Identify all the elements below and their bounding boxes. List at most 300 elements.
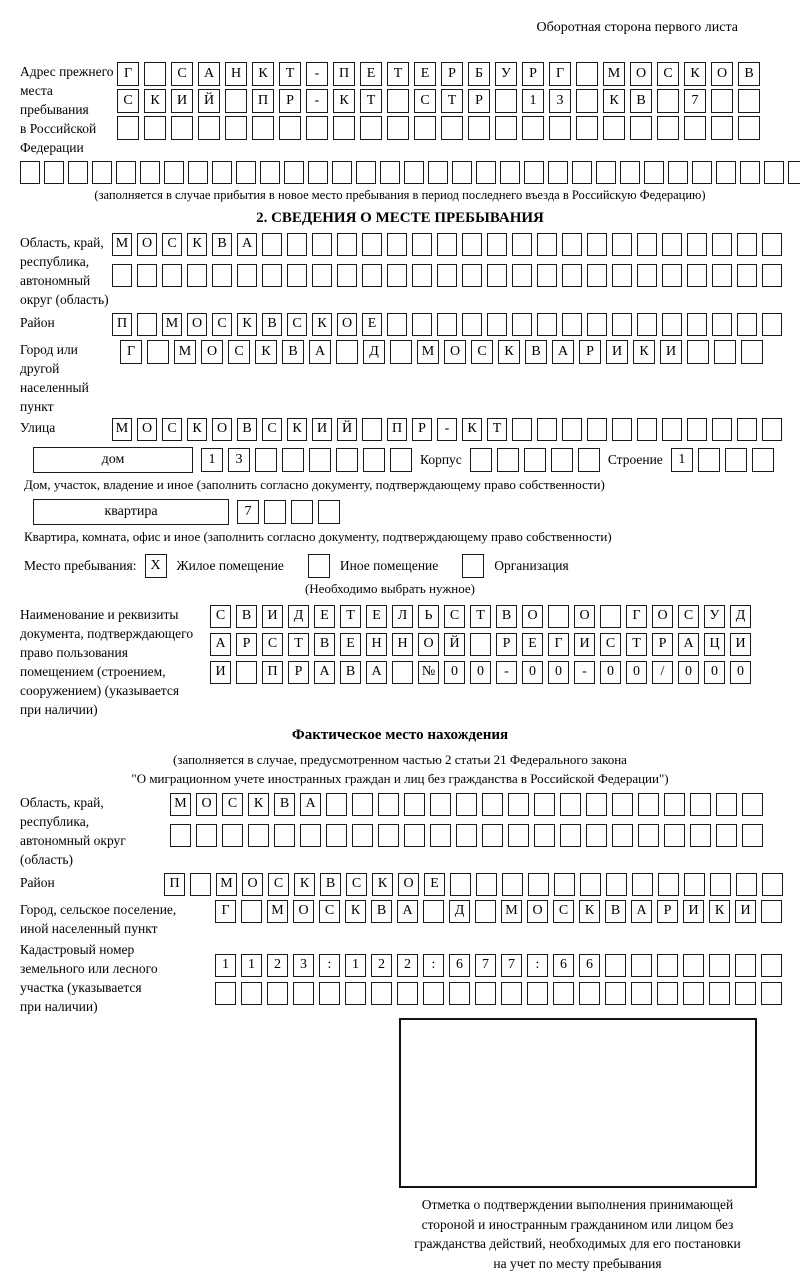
char-box[interactable] bbox=[287, 233, 307, 256]
char-box[interactable]: Н bbox=[366, 633, 387, 656]
char-box[interactable]: А bbox=[237, 233, 257, 256]
char-box[interactable]: Р bbox=[496, 633, 517, 656]
char-box[interactable] bbox=[497, 448, 519, 472]
char-box[interactable] bbox=[387, 116, 409, 140]
char-box[interactable] bbox=[690, 793, 711, 816]
char-box[interactable]: Н bbox=[225, 62, 247, 86]
char-box[interactable] bbox=[333, 116, 355, 140]
char-box[interactable] bbox=[762, 418, 782, 441]
char-box[interactable] bbox=[762, 313, 782, 336]
char-box[interactable] bbox=[225, 116, 247, 140]
char-box[interactable]: С bbox=[162, 233, 182, 256]
char-box[interactable] bbox=[319, 982, 340, 1005]
char-box[interactable] bbox=[20, 161, 40, 184]
char-box[interactable]: М bbox=[603, 62, 625, 86]
char-box[interactable] bbox=[430, 793, 451, 816]
char-box[interactable] bbox=[512, 418, 532, 441]
dom-type-box[interactable]: дом bbox=[33, 447, 193, 473]
char-box[interactable] bbox=[462, 313, 482, 336]
char-box[interactable]: Е bbox=[424, 873, 445, 896]
char-box[interactable]: М bbox=[267, 900, 288, 923]
char-box[interactable] bbox=[274, 824, 295, 847]
char-box[interactable]: Л bbox=[392, 605, 413, 628]
char-box[interactable]: О bbox=[630, 62, 652, 86]
char-box[interactable]: С bbox=[600, 633, 621, 656]
char-box[interactable]: В bbox=[371, 900, 392, 923]
char-box[interactable] bbox=[362, 418, 382, 441]
char-box[interactable]: Р bbox=[657, 900, 678, 923]
char-box[interactable] bbox=[562, 418, 582, 441]
char-box[interactable]: Й bbox=[444, 633, 465, 656]
char-box[interactable]: 7 bbox=[237, 500, 259, 524]
char-box[interactable] bbox=[630, 116, 652, 140]
char-box[interactable] bbox=[740, 161, 760, 184]
char-box[interactable] bbox=[437, 264, 457, 287]
char-box[interactable] bbox=[537, 233, 557, 256]
char-box[interactable] bbox=[252, 116, 274, 140]
char-box[interactable] bbox=[293, 982, 314, 1005]
char-box[interactable]: И bbox=[660, 340, 682, 364]
char-box[interactable] bbox=[714, 340, 736, 364]
char-box[interactable]: 6 bbox=[449, 954, 470, 977]
checkbox-zhiloe-pomeshchenie[interactable]: X bbox=[145, 554, 167, 578]
char-box[interactable]: С bbox=[228, 340, 250, 364]
char-box[interactable]: П bbox=[333, 62, 355, 86]
char-box[interactable]: 6 bbox=[579, 954, 600, 977]
char-box[interactable] bbox=[441, 116, 463, 140]
char-box[interactable] bbox=[587, 233, 607, 256]
char-box[interactable] bbox=[508, 824, 529, 847]
char-box[interactable] bbox=[326, 824, 347, 847]
char-box[interactable]: А bbox=[678, 633, 699, 656]
char-box[interactable] bbox=[631, 982, 652, 1005]
char-box[interactable] bbox=[612, 264, 632, 287]
char-box[interactable]: О bbox=[137, 418, 157, 441]
char-box[interactable] bbox=[580, 873, 601, 896]
char-box[interactable]: 0 bbox=[704, 661, 725, 684]
char-box[interactable] bbox=[404, 824, 425, 847]
char-box[interactable]: К bbox=[709, 900, 730, 923]
char-box[interactable] bbox=[537, 313, 557, 336]
char-box[interactable] bbox=[318, 500, 340, 524]
char-box[interactable] bbox=[495, 89, 517, 113]
char-box[interactable]: - bbox=[306, 62, 328, 86]
char-box[interactable] bbox=[362, 264, 382, 287]
char-box[interactable]: Т bbox=[626, 633, 647, 656]
char-box[interactable]: В bbox=[496, 605, 517, 628]
char-box[interactable] bbox=[162, 264, 182, 287]
char-box[interactable]: - bbox=[574, 661, 595, 684]
char-box[interactable]: А bbox=[198, 62, 220, 86]
char-box[interactable] bbox=[287, 264, 307, 287]
char-box[interactable]: О bbox=[574, 605, 595, 628]
char-box[interactable] bbox=[684, 873, 705, 896]
char-box[interactable] bbox=[716, 793, 737, 816]
char-box[interactable] bbox=[378, 793, 399, 816]
char-box[interactable]: К bbox=[345, 900, 366, 923]
char-box[interactable] bbox=[736, 873, 757, 896]
char-box[interactable] bbox=[437, 233, 457, 256]
char-box[interactable]: С bbox=[414, 89, 436, 113]
char-box[interactable] bbox=[687, 418, 707, 441]
char-box[interactable]: К bbox=[462, 418, 482, 441]
char-box[interactable] bbox=[196, 824, 217, 847]
char-box[interactable]: О bbox=[398, 873, 419, 896]
char-box[interactable] bbox=[371, 982, 392, 1005]
char-box[interactable]: Р bbox=[412, 418, 432, 441]
char-box[interactable]: К bbox=[237, 313, 257, 336]
char-box[interactable]: П bbox=[387, 418, 407, 441]
char-box[interactable]: К bbox=[498, 340, 520, 364]
char-box[interactable]: Н bbox=[392, 633, 413, 656]
char-box[interactable] bbox=[562, 264, 582, 287]
char-box[interactable] bbox=[412, 233, 432, 256]
char-box[interactable]: О bbox=[711, 62, 733, 86]
char-box[interactable] bbox=[140, 161, 160, 184]
char-box[interactable]: С bbox=[444, 605, 465, 628]
char-box[interactable]: Р bbox=[468, 89, 490, 113]
char-box[interactable]: О bbox=[242, 873, 263, 896]
char-box[interactable]: Г bbox=[549, 62, 571, 86]
char-box[interactable]: 0 bbox=[626, 661, 647, 684]
char-box[interactable]: 2 bbox=[371, 954, 392, 977]
char-box[interactable] bbox=[236, 161, 256, 184]
char-box[interactable]: В bbox=[236, 605, 257, 628]
char-box[interactable] bbox=[572, 161, 592, 184]
char-box[interactable] bbox=[662, 264, 682, 287]
char-box[interactable] bbox=[44, 161, 64, 184]
char-box[interactable] bbox=[576, 62, 598, 86]
char-box[interactable] bbox=[716, 824, 737, 847]
char-box[interactable]: / bbox=[652, 661, 673, 684]
char-box[interactable]: Е bbox=[366, 605, 387, 628]
char-box[interactable] bbox=[764, 161, 784, 184]
char-box[interactable] bbox=[742, 793, 763, 816]
char-box[interactable]: К bbox=[287, 418, 307, 441]
char-box[interactable]: С bbox=[471, 340, 493, 364]
char-box[interactable] bbox=[212, 264, 232, 287]
char-box[interactable] bbox=[312, 264, 332, 287]
char-box[interactable] bbox=[337, 233, 357, 256]
char-box[interactable] bbox=[788, 161, 800, 184]
char-box[interactable]: С bbox=[117, 89, 139, 113]
char-box[interactable] bbox=[761, 954, 782, 977]
char-box[interactable] bbox=[428, 161, 448, 184]
char-box[interactable] bbox=[637, 233, 657, 256]
char-box[interactable] bbox=[687, 340, 709, 364]
char-box[interactable] bbox=[657, 954, 678, 977]
char-box[interactable] bbox=[554, 873, 575, 896]
char-box[interactable]: С bbox=[678, 605, 699, 628]
char-box[interactable]: В bbox=[237, 418, 257, 441]
char-box[interactable]: Д bbox=[363, 340, 385, 364]
char-box[interactable]: : bbox=[423, 954, 444, 977]
char-box[interactable] bbox=[711, 89, 733, 113]
char-box[interactable] bbox=[237, 264, 257, 287]
char-box[interactable] bbox=[737, 233, 757, 256]
char-box[interactable] bbox=[475, 900, 496, 923]
char-box[interactable]: М bbox=[417, 340, 439, 364]
char-box[interactable] bbox=[712, 264, 732, 287]
char-box[interactable] bbox=[508, 793, 529, 816]
char-box[interactable]: К bbox=[187, 418, 207, 441]
char-box[interactable]: - bbox=[437, 418, 457, 441]
char-box[interactable] bbox=[612, 313, 632, 336]
char-box[interactable]: С bbox=[346, 873, 367, 896]
char-box[interactable]: 6 bbox=[553, 954, 574, 977]
char-box[interactable] bbox=[605, 954, 626, 977]
char-box[interactable]: С bbox=[262, 418, 282, 441]
char-box[interactable] bbox=[137, 313, 157, 336]
char-box[interactable] bbox=[524, 448, 546, 472]
char-box[interactable]: К bbox=[579, 900, 600, 923]
char-box[interactable] bbox=[456, 824, 477, 847]
char-box[interactable]: О bbox=[137, 233, 157, 256]
kvartira-type-box[interactable]: квартира bbox=[33, 499, 229, 525]
char-box[interactable]: С bbox=[553, 900, 574, 923]
char-box[interactable] bbox=[709, 982, 730, 1005]
char-box[interactable] bbox=[637, 418, 657, 441]
char-box[interactable]: О bbox=[293, 900, 314, 923]
char-box[interactable]: К bbox=[333, 89, 355, 113]
char-box[interactable] bbox=[390, 448, 412, 472]
char-box[interactable] bbox=[470, 448, 492, 472]
char-box[interactable]: С bbox=[210, 605, 231, 628]
char-box[interactable]: 3 bbox=[293, 954, 314, 977]
char-box[interactable]: И bbox=[312, 418, 332, 441]
char-box[interactable]: : bbox=[319, 954, 340, 977]
char-box[interactable]: 7 bbox=[684, 89, 706, 113]
char-box[interactable] bbox=[579, 982, 600, 1005]
char-box[interactable]: С bbox=[262, 633, 283, 656]
char-box[interactable]: А bbox=[631, 900, 652, 923]
char-box[interactable] bbox=[762, 233, 782, 256]
char-box[interactable] bbox=[306, 116, 328, 140]
char-box[interactable] bbox=[603, 116, 625, 140]
char-box[interactable] bbox=[657, 116, 679, 140]
char-box[interactable]: К bbox=[255, 340, 277, 364]
char-box[interactable] bbox=[356, 161, 376, 184]
char-box[interactable]: А bbox=[210, 633, 231, 656]
char-box[interactable] bbox=[308, 161, 328, 184]
char-box[interactable]: С bbox=[212, 313, 232, 336]
char-box[interactable]: Д bbox=[730, 605, 751, 628]
char-box[interactable] bbox=[260, 161, 280, 184]
char-box[interactable]: К bbox=[372, 873, 393, 896]
char-box[interactable]: К bbox=[603, 89, 625, 113]
char-box[interactable]: А bbox=[300, 793, 321, 816]
char-box[interactable] bbox=[475, 982, 496, 1005]
char-box[interactable]: 1 bbox=[215, 954, 236, 977]
char-box[interactable] bbox=[657, 982, 678, 1005]
char-box[interactable] bbox=[212, 161, 232, 184]
char-box[interactable]: О bbox=[212, 418, 232, 441]
char-box[interactable]: : bbox=[527, 954, 548, 977]
char-box[interactable] bbox=[534, 824, 555, 847]
char-box[interactable]: О bbox=[196, 793, 217, 816]
char-box[interactable] bbox=[527, 982, 548, 1005]
char-box[interactable] bbox=[147, 340, 169, 364]
char-box[interactable]: П bbox=[164, 873, 185, 896]
char-box[interactable] bbox=[664, 793, 685, 816]
char-box[interactable] bbox=[711, 116, 733, 140]
char-box[interactable] bbox=[737, 313, 757, 336]
char-box[interactable]: В bbox=[262, 313, 282, 336]
char-box[interactable]: И bbox=[730, 633, 751, 656]
char-box[interactable]: 0 bbox=[522, 661, 543, 684]
char-box[interactable] bbox=[587, 418, 607, 441]
char-box[interactable] bbox=[360, 116, 382, 140]
char-box[interactable] bbox=[236, 661, 257, 684]
char-box[interactable] bbox=[637, 264, 657, 287]
char-box[interactable] bbox=[612, 233, 632, 256]
char-box[interactable]: О bbox=[337, 313, 357, 336]
char-box[interactable] bbox=[637, 313, 657, 336]
char-box[interactable] bbox=[576, 89, 598, 113]
char-box[interactable] bbox=[576, 116, 598, 140]
char-box[interactable]: С bbox=[657, 62, 679, 86]
char-box[interactable]: К bbox=[248, 793, 269, 816]
char-box[interactable] bbox=[380, 161, 400, 184]
char-box[interactable] bbox=[605, 982, 626, 1005]
char-box[interactable]: М bbox=[501, 900, 522, 923]
char-box[interactable]: 0 bbox=[548, 661, 569, 684]
char-box[interactable] bbox=[392, 661, 413, 684]
char-box[interactable] bbox=[725, 448, 747, 472]
char-box[interactable] bbox=[190, 873, 211, 896]
char-box[interactable] bbox=[662, 313, 682, 336]
char-box[interactable] bbox=[762, 264, 782, 287]
char-box[interactable] bbox=[222, 824, 243, 847]
char-box[interactable]: Е bbox=[522, 633, 543, 656]
char-box[interactable]: В bbox=[320, 873, 341, 896]
char-box[interactable] bbox=[198, 116, 220, 140]
char-box[interactable]: № bbox=[418, 661, 439, 684]
char-box[interactable] bbox=[450, 873, 471, 896]
char-box[interactable]: О bbox=[527, 900, 548, 923]
char-box[interactable]: Т bbox=[279, 62, 301, 86]
char-box[interactable] bbox=[462, 233, 482, 256]
char-box[interactable]: И bbox=[262, 605, 283, 628]
char-box[interactable]: И bbox=[735, 900, 756, 923]
char-box[interactable] bbox=[587, 313, 607, 336]
char-box[interactable] bbox=[279, 116, 301, 140]
char-box[interactable] bbox=[284, 161, 304, 184]
char-box[interactable] bbox=[215, 982, 236, 1005]
char-box[interactable] bbox=[378, 824, 399, 847]
char-box[interactable] bbox=[171, 116, 193, 140]
char-box[interactable]: И bbox=[683, 900, 704, 923]
char-box[interactable]: К bbox=[633, 340, 655, 364]
char-box[interactable]: А bbox=[366, 661, 387, 684]
char-box[interactable]: К bbox=[187, 233, 207, 256]
char-box[interactable]: В bbox=[738, 62, 760, 86]
char-box[interactable] bbox=[164, 161, 184, 184]
char-box[interactable] bbox=[476, 873, 497, 896]
char-box[interactable]: Р bbox=[288, 661, 309, 684]
char-box[interactable]: У bbox=[704, 605, 725, 628]
char-box[interactable] bbox=[487, 233, 507, 256]
char-box[interactable] bbox=[452, 161, 472, 184]
char-box[interactable]: К bbox=[684, 62, 706, 86]
char-box[interactable] bbox=[112, 264, 132, 287]
char-box[interactable] bbox=[735, 954, 756, 977]
char-box[interactable] bbox=[698, 448, 720, 472]
char-box[interactable] bbox=[632, 873, 653, 896]
char-box[interactable] bbox=[423, 982, 444, 1005]
char-box[interactable]: Д bbox=[449, 900, 470, 923]
char-box[interactable] bbox=[600, 605, 621, 628]
char-box[interactable] bbox=[596, 161, 616, 184]
char-box[interactable] bbox=[560, 793, 581, 816]
char-box[interactable]: Р bbox=[522, 62, 544, 86]
char-box[interactable] bbox=[187, 264, 207, 287]
char-box[interactable]: В bbox=[340, 661, 361, 684]
char-box[interactable] bbox=[716, 161, 736, 184]
char-box[interactable] bbox=[336, 340, 358, 364]
char-box[interactable] bbox=[482, 793, 503, 816]
char-box[interactable]: Р bbox=[441, 62, 463, 86]
char-box[interactable] bbox=[664, 824, 685, 847]
char-box[interactable]: К bbox=[144, 89, 166, 113]
char-box[interactable] bbox=[512, 264, 532, 287]
char-box[interactable]: Г bbox=[117, 62, 139, 86]
char-box[interactable] bbox=[687, 313, 707, 336]
char-box[interactable]: М bbox=[170, 793, 191, 816]
char-box[interactable] bbox=[692, 161, 712, 184]
char-box[interactable]: Ь bbox=[418, 605, 439, 628]
char-box[interactable] bbox=[241, 900, 262, 923]
char-box[interactable]: 3 bbox=[549, 89, 571, 113]
char-box[interactable]: Г bbox=[548, 633, 569, 656]
char-box[interactable]: Р bbox=[236, 633, 257, 656]
char-box[interactable] bbox=[612, 418, 632, 441]
char-box[interactable]: Г bbox=[626, 605, 647, 628]
char-box[interactable]: В bbox=[630, 89, 652, 113]
char-box[interactable] bbox=[412, 264, 432, 287]
char-box[interactable]: 1 bbox=[345, 954, 366, 977]
char-box[interactable] bbox=[668, 161, 688, 184]
char-box[interactable] bbox=[548, 605, 569, 628]
char-box[interactable] bbox=[352, 793, 373, 816]
char-box[interactable]: К bbox=[294, 873, 315, 896]
char-box[interactable] bbox=[551, 448, 573, 472]
char-box[interactable] bbox=[549, 116, 571, 140]
char-box[interactable] bbox=[144, 62, 166, 86]
char-box[interactable] bbox=[430, 824, 451, 847]
char-box[interactable]: 2 bbox=[267, 954, 288, 977]
char-box[interactable] bbox=[761, 982, 782, 1005]
char-box[interactable] bbox=[752, 448, 774, 472]
char-box[interactable] bbox=[606, 873, 627, 896]
char-box[interactable] bbox=[404, 793, 425, 816]
char-box[interactable] bbox=[470, 633, 491, 656]
char-box[interactable]: Т bbox=[360, 89, 382, 113]
char-box[interactable]: 7 bbox=[475, 954, 496, 977]
char-box[interactable]: - bbox=[496, 661, 517, 684]
char-box[interactable] bbox=[500, 161, 520, 184]
char-box[interactable]: Р bbox=[579, 340, 601, 364]
char-box[interactable] bbox=[387, 313, 407, 336]
char-box[interactable] bbox=[345, 982, 366, 1005]
char-box[interactable]: А bbox=[397, 900, 418, 923]
char-box[interactable] bbox=[534, 793, 555, 816]
char-box[interactable] bbox=[631, 954, 652, 977]
char-box[interactable]: Е bbox=[314, 605, 335, 628]
char-box[interactable]: Г bbox=[215, 900, 236, 923]
char-box[interactable]: М bbox=[112, 418, 132, 441]
char-box[interactable] bbox=[468, 116, 490, 140]
